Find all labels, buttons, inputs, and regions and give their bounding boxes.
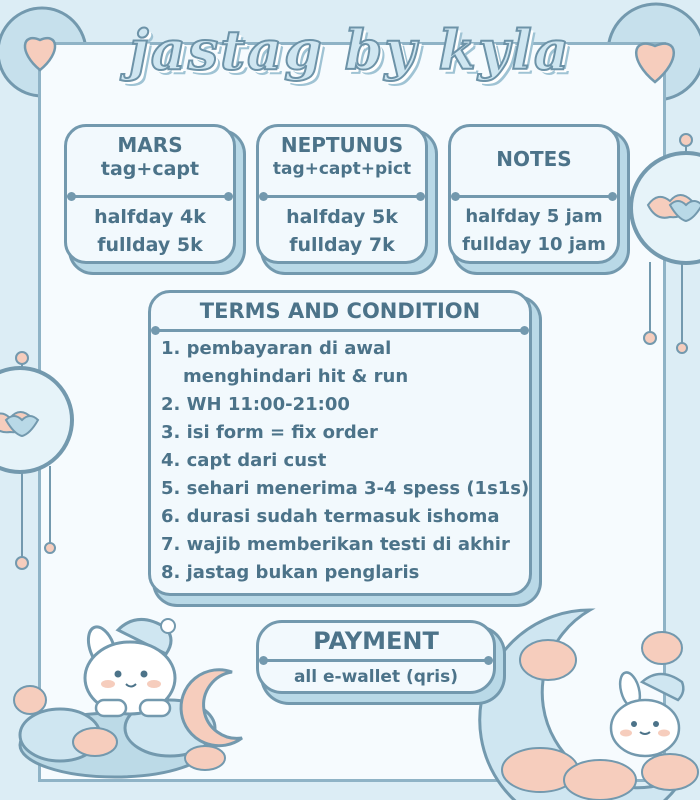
- terms-card: [148, 290, 532, 596]
- mobile-charm-icon: [631, 134, 700, 353]
- card-subtitle: tag+capt: [100, 158, 200, 180]
- payment-text: all e-wallet (qris): [293, 667, 459, 687]
- moon-icon: [181, 670, 242, 746]
- payment-card: [256, 620, 496, 694]
- card-divider: [455, 195, 613, 198]
- terms-item: 5. sehari menerima 3-4 spess (1s1s): [161, 478, 530, 499]
- title-area: [0, 18, 700, 82]
- card-notes: [448, 124, 620, 264]
- card-title: NEPTUNUS: [280, 133, 404, 157]
- payment-divider: [263, 659, 489, 662]
- bunny-icon: [83, 619, 175, 716]
- terms-item: 1. pembayaran di awal: [161, 338, 392, 359]
- card-neptunus: [256, 124, 428, 264]
- terms-list: [161, 335, 529, 587]
- card-mars: [64, 124, 236, 264]
- card-prices: [259, 203, 425, 259]
- price-line: halfday 5k: [286, 206, 398, 228]
- page-title: jastag by kyla: [129, 18, 571, 82]
- terms-item: 3. isi form = fix order: [161, 422, 378, 443]
- card-title: MARS: [117, 133, 183, 157]
- card-divider: [71, 195, 229, 198]
- price-line: fullday 10 jam: [462, 234, 606, 255]
- terms-item: menghindari hit & run: [183, 366, 409, 387]
- payment-heading: PAYMENT: [313, 627, 439, 655]
- terms-item: 8. jastag bukan penglaris: [161, 562, 420, 583]
- card-prices: [451, 203, 617, 259]
- card-prices: [67, 203, 233, 259]
- terms-item: 2. WH 11:00-21:00: [161, 394, 350, 415]
- card-title: NOTES: [496, 147, 572, 171]
- price-line: halfday 4k: [94, 206, 206, 228]
- mobile-charm-icon: [0, 352, 72, 569]
- terms-item: 7. wajib memberikan testi di akhir: [161, 534, 510, 555]
- terms-heading: TERMS AND CONDITION: [199, 299, 481, 323]
- bunny-icon: [611, 670, 683, 756]
- card-subtitle: tag+capt+pict: [272, 159, 412, 179]
- price-line: fullday 7k: [289, 234, 395, 256]
- terms-divider: [155, 329, 525, 332]
- price-line: halfday 5 jam: [465, 206, 603, 227]
- card-divider: [263, 195, 421, 198]
- terms-item: 4. capt dari cust: [161, 450, 327, 471]
- terms-item: 6. durasi sudah termasuk ishoma: [161, 506, 500, 527]
- price-line: fullday 5k: [97, 234, 203, 256]
